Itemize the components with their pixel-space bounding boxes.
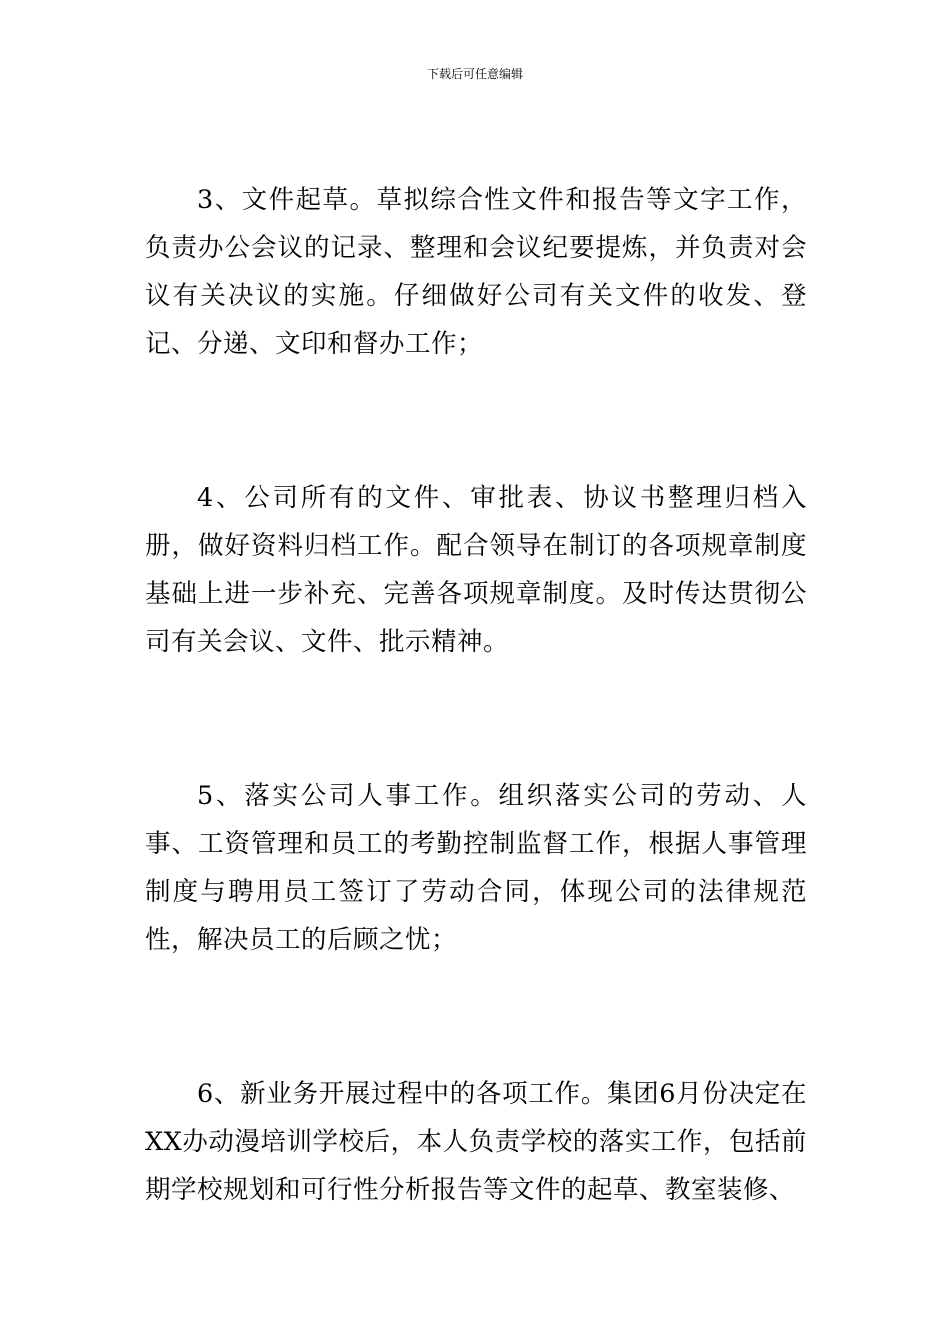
paragraph-item-4: 4、公司所有的文件、审批表、协议书整理归档入册，做好资料归档工作。配合领导在制订的各项规章制度基础上进一步补充、完善各项规章制度。及时传达贯彻公司有关会议、文件、批示精神。 (145, 483, 807, 657)
paragraph-item-3: 3、文件起草。草拟综合性文件和报告等文字工作，负责办公会议的记录、整理和会议纪要提炼，并负责对会议有关决议的实施。仔细做好公司有关文件的收发、登记、分递、文印和督办工作； (145, 185, 807, 359)
page-header: 下载后可任意编辑 (426, 67, 523, 81)
paragraph-item-6: 6、新业务开展过程中的各项工作。集团6月份决定在XX办动漫培训学校后，本人负责学校的落实工作，包括前期学校规划和可行性分析报告等文件的起草、教室装修、 (145, 1079, 807, 1205)
paragraph-item-5: 5、落实公司人事工作。组织落实公司的劳动、人事、工资管理和员工的考勤控制监督工作，根据人事管理制度与聘用员工签订了劳动合同，体现公司的法律规范性，解决员工的后顾之忧； (145, 781, 807, 955)
